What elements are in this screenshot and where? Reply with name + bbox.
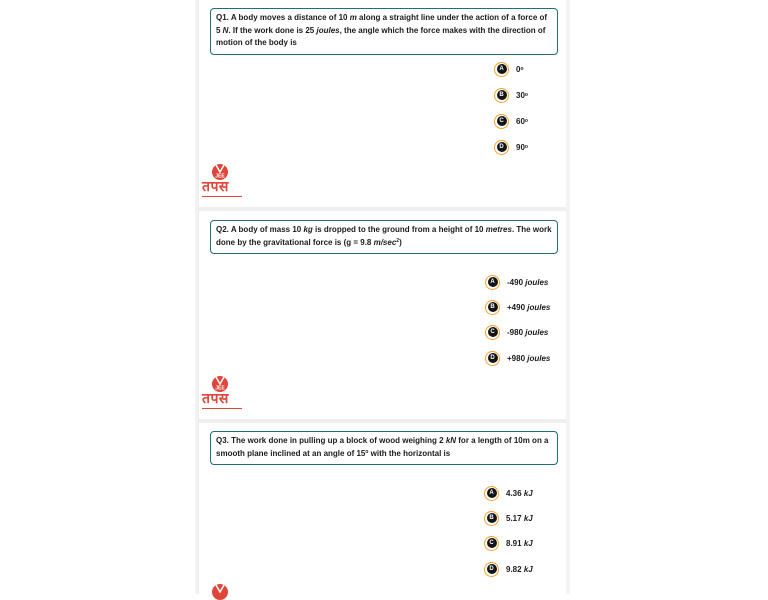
brand-wordmark: तपस (202, 391, 242, 409)
option-text: 30 (516, 90, 525, 100)
option-a-badge: A (494, 62, 509, 77)
option-text: +980 (507, 353, 526, 363)
option-text: +490 (507, 302, 526, 312)
question-number: Q3. (216, 436, 229, 445)
option-a-badge: A (484, 486, 499, 501)
question-number: Q2. (216, 225, 229, 234)
option-text: 9.82 (506, 564, 522, 574)
svg-text:JEE: JEE (215, 385, 225, 392)
option-a[interactable]: A -490 joules (485, 274, 548, 290)
question-card-2: Q2. A body of mass 10 kg is dropped to the ground from a height of 10 metres. The work done by the gravitational force is (g = 9.8 $m/\sec^2$) (210, 220, 558, 254)
option-d-badge: D (485, 351, 500, 366)
page-gutter-right (566, 0, 570, 594)
svg-text:JEE: JEE (215, 173, 225, 180)
option-text: -490 (507, 277, 524, 287)
option-b-badge: B (494, 88, 509, 103)
option-b-badge: B (485, 300, 500, 315)
jee-drop-icon (211, 374, 229, 392)
question-number: Q1. (216, 13, 229, 22)
option-a-badge: A (485, 275, 500, 290)
option-text: 90 (516, 142, 525, 152)
jee-drop-icon (211, 162, 229, 180)
option-c-badge: C (485, 325, 500, 340)
jee-drop-icon (211, 582, 229, 600)
option-d[interactable]: D 90 o (494, 139, 528, 155)
option-b-badge: B (484, 511, 499, 526)
option-text: 60 (516, 116, 525, 126)
option-a[interactable]: A 0 o (494, 61, 524, 77)
option-c[interactable]: C 60 o (494, 113, 528, 129)
page-break (199, 207, 566, 211)
option-d[interactable]: D +980 joules (485, 350, 550, 366)
option-c-badge: C (484, 536, 499, 551)
brand-wordmark: तपस (202, 179, 242, 197)
option-c[interactable]: C 8.91 kJ (484, 535, 533, 551)
option-d-badge: D (494, 140, 509, 155)
option-a[interactable]: A 4.36 kJ (484, 485, 533, 501)
option-c-badge: C (494, 114, 509, 129)
question-card-1: Q1. A body moves a distance of 10 m along a straight line under the action of a force of 5 N. If the work done is 25 joules, the angle which the force makes with the direction of motion of the body is (210, 8, 558, 55)
option-b[interactable]: B +490 joules (485, 299, 550, 315)
option-text: 5.17 (506, 513, 522, 523)
option-d-badge: D (484, 562, 499, 577)
option-text: 8.91 (506, 538, 522, 548)
option-text: 4.36 (506, 488, 522, 498)
option-b[interactable]: B 30 o (494, 87, 528, 103)
option-c[interactable]: C -980 joules (485, 324, 548, 340)
option-text: 0 (516, 64, 521, 74)
option-d[interactable]: D 9.82 kJ (484, 561, 533, 577)
question-card-3: Q3. The work done in pulling up a block of wood weighing 2 kN for a length of 10m on a smooth plane inclined at an angle of 15$^o$ with the horizontal is (210, 431, 558, 465)
page-break (199, 419, 566, 423)
option-b[interactable]: B 5.17 kJ (484, 510, 533, 526)
option-text: -980 (507, 327, 524, 337)
